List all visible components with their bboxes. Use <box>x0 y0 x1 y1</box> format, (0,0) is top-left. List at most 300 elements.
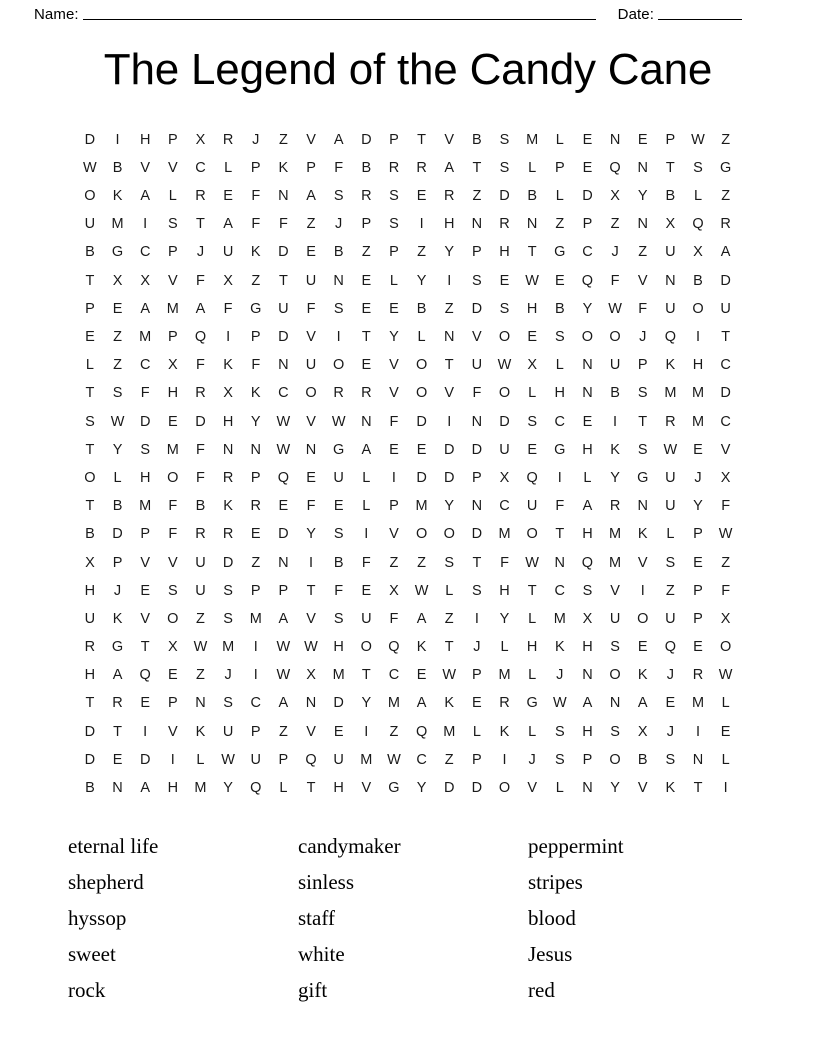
grid-cell[interactable]: V <box>527 780 538 796</box>
grid-cell[interactable]: V <box>720 441 731 458</box>
grid-cell[interactable]: O <box>167 610 179 627</box>
grid-cell[interactable]: C <box>139 244 151 261</box>
grid-cell[interactable]: R <box>333 385 345 402</box>
grid-cell[interactable]: W <box>83 159 97 176</box>
grid-cell[interactable]: X <box>389 582 399 599</box>
grid-cell[interactable]: S <box>223 610 234 627</box>
grid-cell[interactable]: D <box>112 526 123 543</box>
grid-cell[interactable]: A <box>140 780 151 796</box>
grid-cell[interactable]: S <box>665 554 676 571</box>
grid-cell[interactable]: L <box>583 469 592 486</box>
grid-cell[interactable]: K <box>112 188 123 205</box>
grid-cell[interactable]: B <box>637 751 648 768</box>
grid-cell[interactable]: T <box>85 441 95 458</box>
grid-cell[interactable]: P <box>140 526 151 543</box>
grid-cell[interactable]: F <box>389 610 399 627</box>
grid-cell[interactable]: D <box>222 554 234 571</box>
grid-cell[interactable]: D <box>278 526 289 543</box>
grid-cell[interactable]: R <box>112 695 123 712</box>
grid-cell[interactable]: X <box>140 272 151 289</box>
grid-cell[interactable]: X <box>195 131 206 148</box>
grid-cell[interactable]: Z <box>472 188 482 205</box>
grid-cell[interactable]: H <box>582 723 593 740</box>
grid-cell[interactable]: X <box>582 610 593 627</box>
grid-cell[interactable]: T <box>665 159 675 176</box>
grid-cell[interactable]: V <box>167 159 178 176</box>
grid-cell[interactable]: U <box>333 751 345 768</box>
grid-cell[interactable]: A <box>582 498 593 515</box>
grid-cell[interactable]: P <box>389 244 399 261</box>
grid-cell[interactable]: E <box>416 667 427 684</box>
grid-cell[interactable]: M <box>553 610 567 627</box>
grid-cell[interactable]: O <box>581 329 594 345</box>
grid-cell[interactable]: E <box>389 441 399 458</box>
grid-cell[interactable]: Q <box>250 780 262 796</box>
grid-cell[interactable]: E <box>333 498 344 515</box>
grid-cell[interactable]: Y <box>416 780 427 796</box>
grid-cell[interactable]: Z <box>721 554 731 571</box>
word-list-item[interactable]: Jesus <box>528 942 573 967</box>
grid-cell[interactable]: F <box>140 385 150 402</box>
grid-cell[interactable]: I <box>253 667 258 684</box>
grid-cell[interactable]: D <box>720 272 732 289</box>
grid-cell[interactable]: B <box>610 385 621 402</box>
grid-cell[interactable]: N <box>637 159 649 176</box>
grid-cell[interactable]: V <box>306 723 317 740</box>
grid-cell[interactable]: N <box>278 554 289 571</box>
grid-cell[interactable]: Q <box>664 639 677 656</box>
grid-cell[interactable]: S <box>112 385 123 402</box>
grid-cell[interactable]: M <box>139 498 152 515</box>
grid-cell[interactable]: N <box>554 554 566 571</box>
grid-cell[interactable]: V <box>637 554 648 571</box>
grid-cell[interactable]: X <box>167 357 178 374</box>
grid-cell[interactable]: H <box>139 469 151 486</box>
grid-cell[interactable]: I <box>419 216 424 233</box>
grid-cell[interactable]: X <box>223 385 234 402</box>
grid-cell[interactable]: Q <box>526 469 538 486</box>
grid-cell[interactable]: N <box>692 751 704 768</box>
grid-cell[interactable]: L <box>362 469 371 486</box>
grid-cell[interactable]: X <box>223 272 234 289</box>
grid-cell[interactable]: N <box>582 780 593 796</box>
grid-cell[interactable]: S <box>389 188 399 205</box>
grid-cell[interactable]: U <box>250 751 262 768</box>
grid-cell[interactable]: O <box>415 526 428 543</box>
grid-cell[interactable]: W <box>552 695 567 712</box>
grid-cell[interactable]: P <box>472 751 482 768</box>
grid-cell[interactable]: W <box>304 639 319 656</box>
grid-cell[interactable]: U <box>499 441 510 458</box>
grid-cell[interactable]: O <box>415 385 428 402</box>
grid-cell[interactable]: P <box>582 751 593 768</box>
grid-cell[interactable]: V <box>140 159 151 176</box>
grid-cell[interactable]: N <box>112 780 123 796</box>
grid-cell[interactable]: A <box>278 610 289 627</box>
grid-cell[interactable]: X <box>527 357 538 374</box>
grid-cell[interactable]: L <box>555 131 565 148</box>
grid-cell[interactable]: J <box>196 244 205 261</box>
grid-cell[interactable]: F <box>251 357 261 374</box>
grid-cell[interactable]: H <box>84 667 96 684</box>
grid-cell[interactable]: U <box>195 582 206 599</box>
grid-cell[interactable]: E <box>85 329 95 345</box>
grid-cell[interactable]: Q <box>305 751 317 768</box>
grid-cell[interactable]: P <box>637 357 648 374</box>
grid-cell[interactable]: L <box>721 751 730 768</box>
grid-cell[interactable]: E <box>361 300 372 317</box>
grid-cell[interactable]: X <box>610 188 621 205</box>
word-list-item[interactable]: staff <box>298 906 335 931</box>
grid-cell[interactable]: Q <box>692 216 704 233</box>
grid-cell[interactable]: E <box>582 131 593 148</box>
grid-cell[interactable]: L <box>555 357 565 374</box>
grid-cell[interactable]: F <box>389 413 399 430</box>
grid-cell[interactable]: U <box>333 469 345 486</box>
grid-cell[interactable]: J <box>113 582 122 599</box>
grid-cell[interactable]: S <box>637 385 648 402</box>
grid-cell[interactable]: B <box>195 498 206 515</box>
grid-cell[interactable]: Z <box>721 188 731 205</box>
grid-cell[interactable]: I <box>143 723 148 740</box>
grid-cell[interactable]: S <box>499 131 510 148</box>
grid-cell[interactable]: H <box>222 413 234 430</box>
grid-cell[interactable]: Y <box>610 780 621 796</box>
grid-cell[interactable]: A <box>582 695 593 712</box>
grid-cell[interactable]: H <box>167 385 179 402</box>
grid-cell[interactable]: Z <box>417 554 427 571</box>
grid-cell[interactable]: C <box>139 357 151 374</box>
grid-cell[interactable]: B <box>112 498 123 515</box>
grid-cell[interactable]: R <box>416 159 428 176</box>
grid-cell[interactable]: F <box>306 498 316 515</box>
grid-cell[interactable]: M <box>609 554 622 571</box>
grid-cell[interactable]: Q <box>609 159 621 176</box>
grid-cell[interactable]: Y <box>637 188 648 205</box>
grid-cell[interactable]: U <box>84 610 96 627</box>
grid-cell[interactable]: V <box>306 329 317 345</box>
grid-cell[interactable]: L <box>555 188 565 205</box>
grid-cell[interactable]: M <box>111 216 124 233</box>
grid-cell[interactable]: E <box>112 300 123 317</box>
grid-cell[interactable]: S <box>693 159 704 176</box>
grid-cell[interactable]: G <box>333 441 345 458</box>
grid-cell[interactable]: X <box>167 639 178 656</box>
grid-cell[interactable]: M <box>664 385 677 402</box>
grid-cell[interactable]: J <box>224 667 232 684</box>
grid-cell[interactable]: F <box>610 272 620 289</box>
grid-cell[interactable]: S <box>333 300 344 317</box>
grid-cell[interactable]: L <box>279 780 288 796</box>
grid-cell[interactable]: K <box>250 385 261 402</box>
grid-cell[interactable]: F <box>251 216 261 233</box>
grid-cell[interactable]: A <box>416 610 427 627</box>
grid-cell[interactable]: L <box>528 610 537 627</box>
grid-cell[interactable]: H <box>526 300 538 317</box>
grid-cell[interactable]: R <box>720 216 732 233</box>
grid-cell[interactable]: V <box>167 554 178 571</box>
grid-cell[interactable]: M <box>443 723 456 740</box>
grid-cell[interactable]: T <box>85 695 95 712</box>
grid-cell[interactable]: E <box>278 498 289 515</box>
grid-cell[interactable]: E <box>333 723 344 740</box>
grid-cell[interactable]: V <box>389 357 399 374</box>
word-list-item[interactable]: red <box>528 978 555 1003</box>
grid-cell[interactable]: N <box>471 498 483 515</box>
grid-cell[interactable]: D <box>499 413 510 430</box>
grid-cell[interactable]: A <box>223 216 234 233</box>
grid-cell[interactable]: U <box>720 300 732 317</box>
grid-cell[interactable]: H <box>499 244 510 261</box>
grid-cell[interactable]: Y <box>416 272 427 289</box>
grid-cell[interactable]: O <box>498 385 511 402</box>
word-list-item[interactable]: eternal life <box>68 834 159 859</box>
grid-cell[interactable]: C <box>582 244 593 261</box>
grid-cell[interactable]: J <box>666 723 675 740</box>
grid-cell[interactable]: F <box>278 216 289 233</box>
grid-cell[interactable]: T <box>85 385 95 402</box>
grid-cell[interactable]: I <box>557 469 562 486</box>
grid-cell[interactable]: M <box>166 441 180 458</box>
grid-cell[interactable]: H <box>333 780 345 796</box>
grid-cell[interactable]: I <box>695 723 701 740</box>
grid-cell[interactable]: F <box>251 188 261 205</box>
grid-cell[interactable]: X <box>665 216 676 233</box>
grid-cell[interactable]: E <box>637 639 648 656</box>
grid-cell[interactable]: F <box>334 159 344 176</box>
grid-cell[interactable]: Z <box>113 329 123 345</box>
grid-cell[interactable]: V <box>610 582 621 599</box>
grid-cell[interactable]: R <box>222 131 234 148</box>
grid-cell[interactable]: P <box>665 131 676 148</box>
grid-cell[interactable]: S <box>333 610 344 627</box>
grid-cell[interactable]: L <box>555 780 565 796</box>
grid-cell[interactable]: H <box>554 385 566 402</box>
grid-cell[interactable]: R <box>195 385 206 402</box>
grid-cell[interactable]: E <box>167 413 178 430</box>
grid-cell[interactable]: K <box>554 639 565 656</box>
grid-cell[interactable]: R <box>499 216 510 233</box>
grid-cell[interactable]: T <box>306 582 316 599</box>
grid-cell[interactable]: D <box>195 413 206 430</box>
grid-cell[interactable]: Q <box>277 469 290 486</box>
grid-cell[interactable]: U <box>665 498 676 515</box>
grid-cell[interactable]: E <box>472 695 482 712</box>
grid-cell[interactable]: S <box>472 272 482 289</box>
grid-cell[interactable]: G <box>526 695 538 712</box>
grid-cell[interactable]: R <box>692 667 704 684</box>
grid-cell[interactable]: Z <box>113 357 123 374</box>
grid-cell[interactable]: L <box>528 723 537 740</box>
grid-cell[interactable]: W <box>276 639 291 656</box>
grid-cell[interactable]: W <box>663 441 678 458</box>
grid-cell[interactable]: A <box>361 441 372 458</box>
grid-cell[interactable]: F <box>500 554 510 571</box>
grid-cell[interactable]: D <box>499 188 510 205</box>
grid-cell[interactable]: F <box>472 385 482 402</box>
grid-cell[interactable]: U <box>665 469 676 486</box>
grid-cell[interactable]: W <box>110 413 125 430</box>
grid-cell[interactable]: I <box>640 582 645 599</box>
grid-cell[interactable]: O <box>360 639 373 656</box>
grid-cell[interactable]: Z <box>251 554 261 571</box>
grid-cell[interactable]: T <box>361 329 371 345</box>
grid-cell[interactable]: E <box>361 357 372 374</box>
grid-cell[interactable]: Y <box>389 329 399 345</box>
grid-cell[interactable]: Y <box>250 413 261 430</box>
grid-cell[interactable]: Y <box>499 610 510 627</box>
grid-cell[interactable]: P <box>167 131 178 148</box>
grid-cell[interactable]: U <box>526 498 538 515</box>
grid-cell[interactable]: F <box>306 300 316 317</box>
grid-cell[interactable]: S <box>554 751 565 768</box>
grid-cell[interactable]: Z <box>361 244 371 261</box>
grid-cell[interactable]: M <box>387 695 401 712</box>
grid-cell[interactable]: T <box>278 272 289 289</box>
grid-cell[interactable]: H <box>582 441 593 458</box>
grid-cell[interactable]: I <box>336 329 341 345</box>
grid-cell[interactable]: D <box>416 469 428 486</box>
grid-cell[interactable]: A <box>333 131 344 148</box>
grid-cell[interactable]: W <box>331 413 346 430</box>
grid-cell[interactable]: V <box>306 131 317 148</box>
grid-cell[interactable]: W <box>442 667 457 684</box>
grid-cell[interactable]: R <box>361 188 372 205</box>
grid-cell[interactable]: Z <box>389 554 399 571</box>
grid-cell[interactable]: O <box>415 357 428 374</box>
grid-cell[interactable]: T <box>638 413 648 430</box>
grid-cell[interactable]: J <box>639 329 647 345</box>
grid-cell[interactable]: U <box>609 610 621 627</box>
grid-cell[interactable]: G <box>250 300 262 317</box>
grid-cell[interactable]: O <box>333 357 345 374</box>
grid-cell[interactable]: Q <box>194 329 207 345</box>
grid-cell[interactable]: B <box>85 244 95 261</box>
grid-cell[interactable]: P <box>472 469 482 486</box>
grid-cell[interactable]: Z <box>444 751 454 768</box>
word-list-item[interactable]: sinless <box>298 870 355 895</box>
grid-cell[interactable]: Z <box>306 216 316 233</box>
grid-cell[interactable]: N <box>582 357 593 374</box>
grid-cell[interactable]: S <box>223 695 234 712</box>
grid-cell[interactable]: D <box>443 780 455 796</box>
grid-cell[interactable]: F <box>361 554 371 571</box>
grid-cell[interactable]: W <box>221 751 236 768</box>
grid-cell[interactable]: Y <box>112 441 123 458</box>
grid-cell[interactable]: I <box>695 329 701 345</box>
grid-cell[interactable]: B <box>554 300 565 317</box>
grid-cell[interactable]: E <box>416 188 427 205</box>
grid-cell[interactable]: C <box>554 413 566 430</box>
grid-cell[interactable]: S <box>499 300 510 317</box>
grid-cell[interactable]: E <box>527 441 538 458</box>
grid-cell[interactable]: C <box>416 751 428 768</box>
grid-cell[interactable]: G <box>388 780 400 796</box>
grid-cell[interactable]: E <box>416 441 427 458</box>
grid-cell[interactable]: T <box>140 639 150 656</box>
grid-cell[interactable]: U <box>278 300 289 317</box>
grid-cell[interactable]: A <box>416 695 427 712</box>
grid-cell[interactable]: E <box>665 695 676 712</box>
grid-cell[interactable]: W <box>387 751 401 768</box>
grid-cell[interactable]: M <box>360 751 373 768</box>
grid-cell[interactable]: E <box>693 554 704 571</box>
grid-cell[interactable]: P <box>472 244 482 261</box>
grid-cell[interactable]: P <box>250 469 261 486</box>
word-list-item[interactable]: sweet <box>68 942 116 967</box>
grid-cell[interactable]: T <box>527 244 537 261</box>
grid-cell[interactable]: C <box>554 582 566 599</box>
grid-cell[interactable]: S <box>333 526 344 543</box>
grid-cell[interactable]: N <box>526 216 538 233</box>
grid-cell[interactable]: T <box>306 780 316 796</box>
grid-cell[interactable]: N <box>582 385 593 402</box>
grid-cell[interactable]: U <box>665 244 676 261</box>
grid-cell[interactable]: E <box>582 159 593 176</box>
grid-cell[interactable]: L <box>528 667 537 684</box>
grid-cell[interactable]: N <box>222 441 234 458</box>
grid-cell[interactable]: E <box>637 131 648 148</box>
grid-cell[interactable]: D <box>278 329 289 345</box>
grid-cell[interactable]: L <box>113 469 122 486</box>
grid-cell[interactable]: V <box>306 610 317 627</box>
grid-cell[interactable]: P <box>361 216 372 233</box>
grid-cell[interactable]: V <box>140 554 151 571</box>
grid-cell[interactable]: K <box>637 526 648 543</box>
grid-cell[interactable]: L <box>472 723 482 740</box>
grid-cell[interactable]: P <box>250 159 261 176</box>
grid-cell[interactable]: R <box>195 188 206 205</box>
grid-cell[interactable]: T <box>196 216 206 233</box>
grid-cell[interactable]: S <box>333 188 344 205</box>
grid-cell[interactable]: I <box>391 469 397 486</box>
grid-cell[interactable]: K <box>665 780 676 796</box>
grid-cell[interactable]: G <box>554 244 566 261</box>
grid-cell[interactable]: A <box>306 188 317 205</box>
grid-cell[interactable]: V <box>140 610 151 627</box>
grid-cell[interactable]: R <box>388 159 400 176</box>
grid-cell[interactable]: W <box>193 639 208 656</box>
grid-cell[interactable]: P <box>167 695 178 712</box>
grid-cell[interactable]: S <box>499 159 510 176</box>
grid-cell[interactable]: S <box>167 216 178 233</box>
grid-cell[interactable]: A <box>195 300 206 317</box>
grid-cell[interactable]: S <box>554 329 565 345</box>
grid-cell[interactable]: R <box>499 695 510 712</box>
grid-cell[interactable]: H <box>443 216 455 233</box>
grid-cell[interactable]: P <box>112 554 123 571</box>
grid-cell[interactable]: L <box>196 751 205 768</box>
grid-cell[interactable]: V <box>637 272 648 289</box>
grid-cell[interactable]: P <box>554 159 565 176</box>
grid-cell[interactable]: L <box>362 498 371 515</box>
grid-cell[interactable]: D <box>443 469 455 486</box>
grid-cell[interactable]: L <box>445 582 454 599</box>
grid-cell[interactable]: W <box>525 554 540 571</box>
grid-cell[interactable]: M <box>691 413 705 430</box>
grid-cell[interactable]: J <box>473 639 481 656</box>
grid-cell[interactable]: Z <box>721 131 731 148</box>
grid-cell[interactable]: K <box>223 357 234 374</box>
grid-cell[interactable]: L <box>528 159 537 176</box>
grid-cell[interactable]: P <box>693 582 704 599</box>
grid-cell[interactable]: K <box>444 695 455 712</box>
grid-cell[interactable]: D <box>84 751 96 768</box>
grid-cell[interactable]: T <box>721 329 731 345</box>
grid-cell[interactable]: T <box>472 159 482 176</box>
grid-cell[interactable]: P <box>472 667 482 684</box>
grid-cell[interactable]: R <box>84 639 96 656</box>
